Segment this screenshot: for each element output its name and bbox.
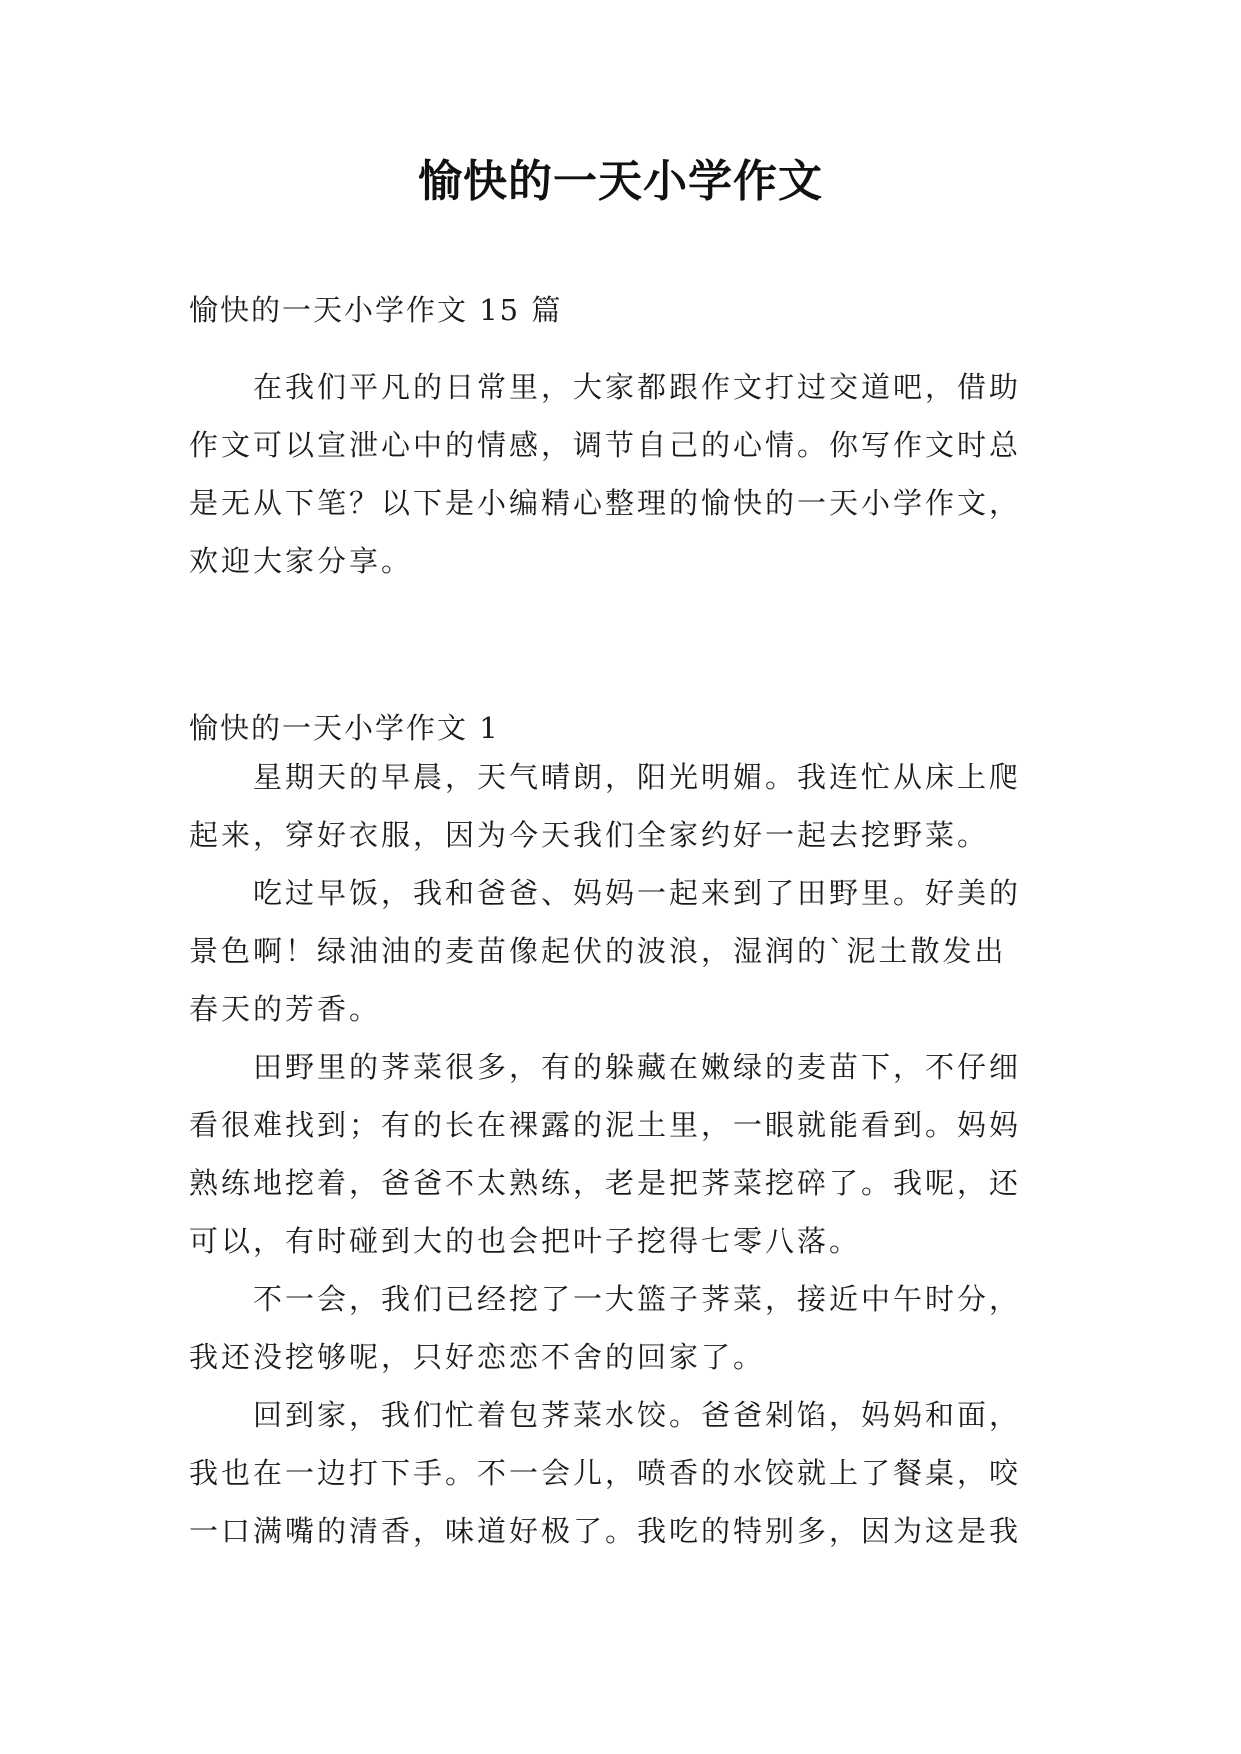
paragraph-line: 一口满嘴的清香，味道好极了。我吃的特别多，因为这是我	[189, 1514, 1022, 1548]
paragraph-5	[189, 1386, 1049, 1560]
paragraph-line: 起来，穿好衣服，因为今天我们全家约好一起去挖野菜。	[189, 818, 990, 852]
paragraph-line: 春天的芳香。	[189, 992, 382, 1026]
paragraph-line: 熟练地挖着，爸爸不太熟练，老是把荠菜挖碎了。我呢，还	[189, 1166, 1022, 1200]
paragraph-line: 是无从下笔？以下是小编精心整理的愉快的一天小学作文，	[189, 486, 1022, 520]
paragraph-line: 不一会，我们已经挖了一大篮子荠菜，接近中午时分，	[253, 1282, 1022, 1316]
paragraph-line: 在我们平凡的日常里，大家都跟作文打过交道吧，借助	[253, 370, 1022, 404]
paragraph-3	[189, 1038, 1049, 1270]
paragraph-line: 我也在一边打下手。不一会儿，喷香的水饺就上了餐桌，咬	[189, 1456, 1022, 1490]
paragraph-1	[189, 748, 1049, 864]
document-subtitle: 愉快的一天小学作文 15 篇	[189, 293, 563, 327]
paragraph-line: 田野里的荠菜很多，有的躲藏在嫩绿的麦苗下，不仔细	[253, 1050, 1022, 1084]
section-heading: 愉快的一天小学作文 1	[189, 711, 500, 745]
paragraph-line: 可以，有时碰到大的也会把叶子挖得七零八落。	[189, 1224, 862, 1258]
paragraph-line: 欢迎大家分享。	[189, 544, 414, 578]
paragraph-line: 看很难找到；有的长在裸露的泥土里，一眼就能看到。妈妈	[189, 1108, 1022, 1142]
paragraph-line: 回到家，我们忙着包荠菜水饺。爸爸剁馅，妈妈和面，	[253, 1398, 1022, 1432]
paragraph-line: 星期天的早晨，天气晴朗，阳光明媚。我连忙从床上爬	[253, 760, 1022, 794]
paragraph-4	[189, 1270, 1049, 1386]
paragraph-line: 作文可以宣泄心中的情感，调节自己的心情。你写作文时总	[189, 428, 1022, 462]
intro-paragraph	[189, 358, 1049, 590]
paragraph-line: 吃过早饭，我和爸爸、妈妈一起来到了田野里。好美的	[253, 876, 1022, 910]
document-title: 愉快的一天小学作文	[418, 156, 823, 207]
paragraph-line: 我还没挖够呢，只好恋恋不舍的回家了。	[189, 1340, 766, 1374]
paragraph-2	[189, 864, 1049, 1038]
paragraph-line: 景色啊！绿油油的麦苗像起伏的波浪，湿润的`泥土散发出	[189, 934, 1007, 968]
